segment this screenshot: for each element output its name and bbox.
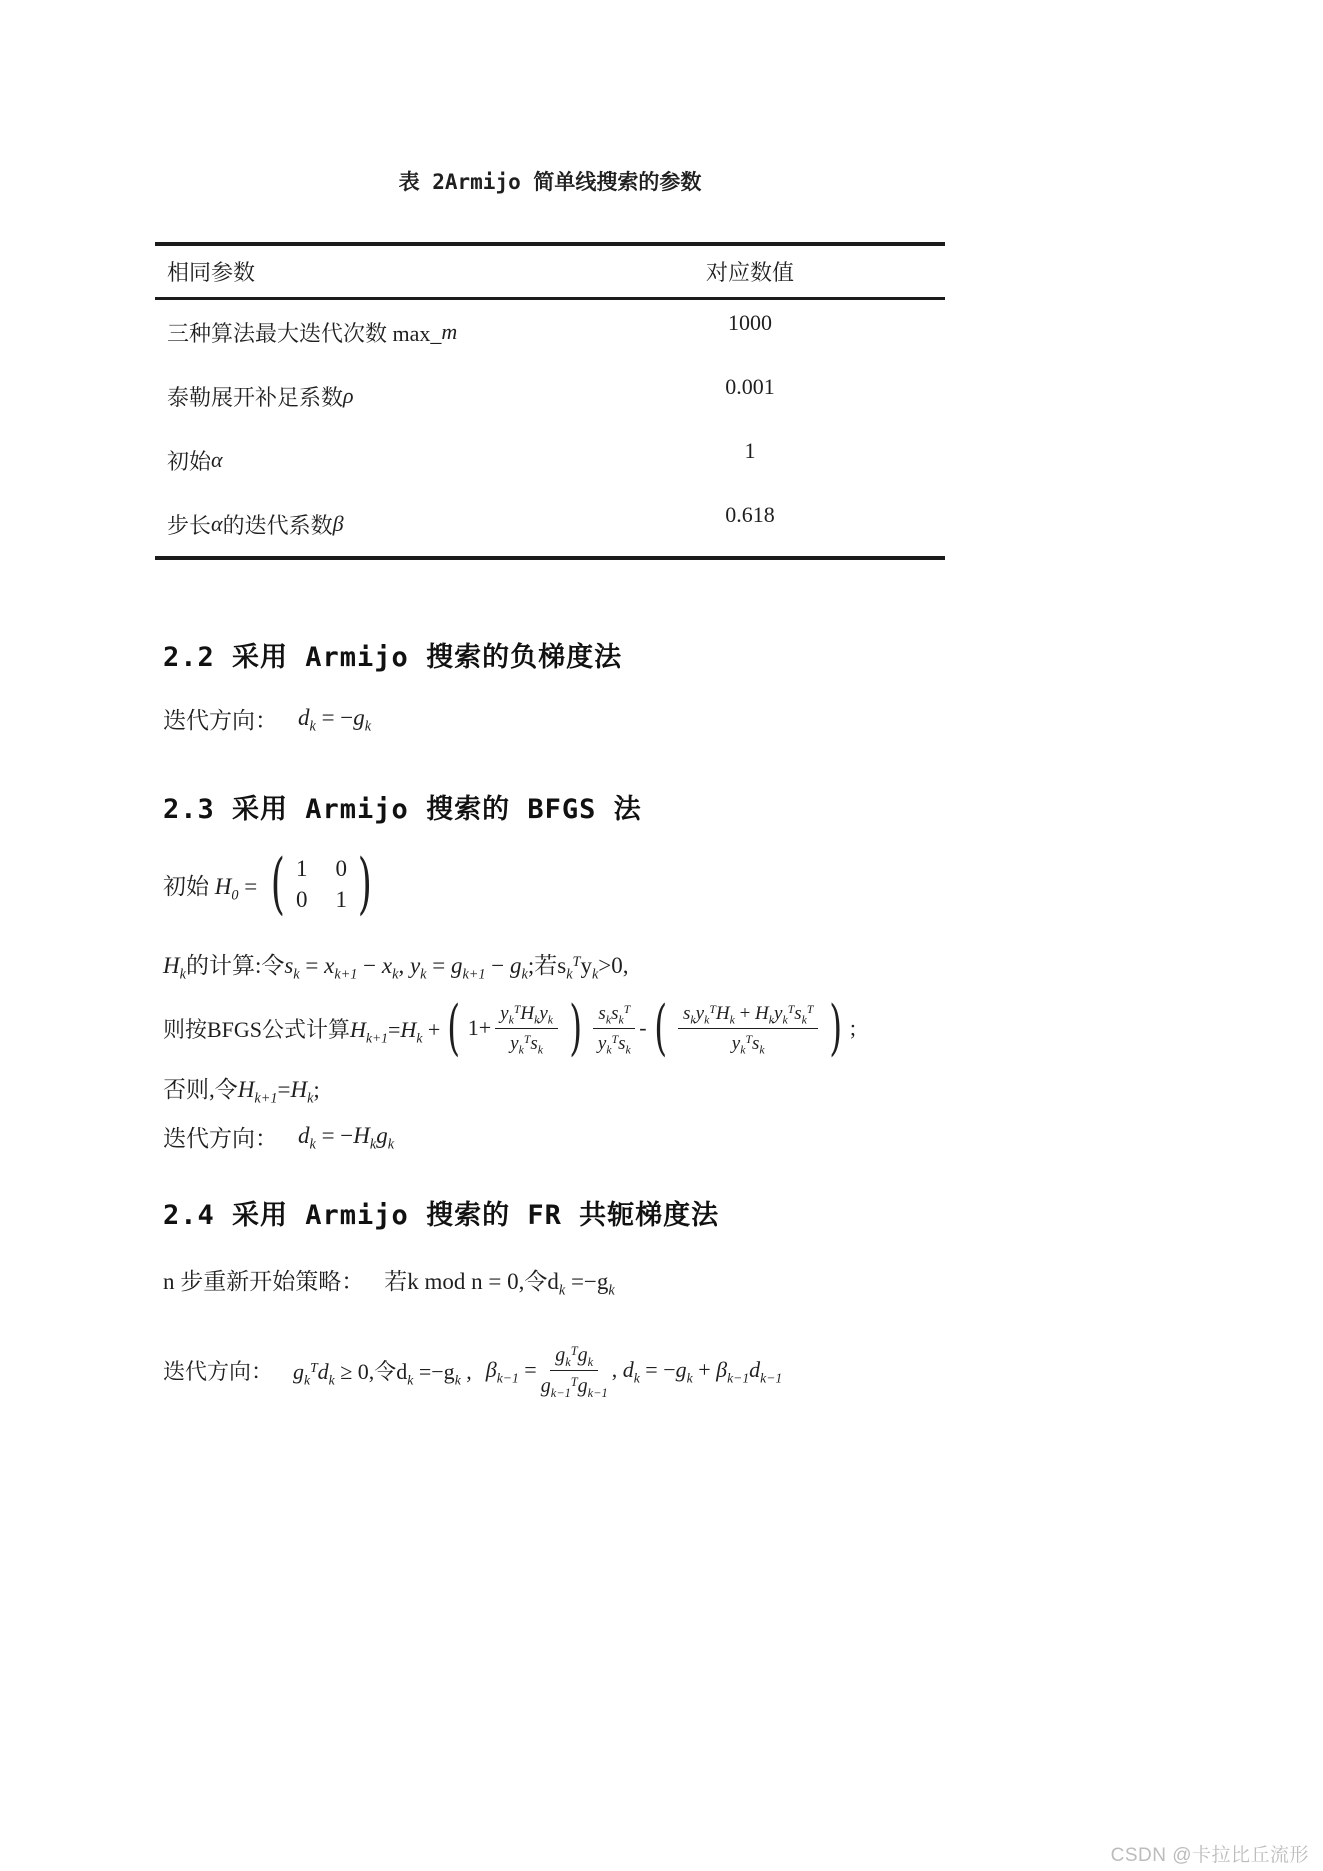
table-caption: 表 2Armijo 简单线搜索的参数 [398,170,702,194]
restart-strategy-line [163,1261,615,1297]
bfgs-semicolon: ; [849,1015,856,1040]
value-cell: 1000 [728,310,772,335]
else-line [163,1070,320,1107]
iteration-direction-line-2-3 [163,1118,394,1154]
bfgs-minus: - [639,1015,647,1040]
param-cell: 泰勒展开补足系数 ρ [167,383,354,410]
direction-label: 迭代方向： [163,1125,278,1151]
value-cell: 0.001 [725,374,775,399]
restart-formula: 若k mod n = 0,令$d_k =-g_k$ [384,1268,615,1299]
column-header-param: 相同参数 [167,260,256,285]
direction-formula: $d_k = -H_kg_k$ [298,1123,395,1153]
else-formula: 否则,令$H_{k+1}=H_k$; [163,1076,320,1107]
table-row [155,300,945,364]
direction-label: 迭代方向： [163,1358,274,1384]
param-cell: 步长 α 的迭代系数 β [167,511,344,538]
h0-label: 初始 $H_0$ = [163,873,258,904]
iteration-direction-line-2-4 [163,1328,782,1412]
bfgs-fraction-2: $\frac{s_ks_k^T}{y_k^Ts_k}$ [593,999,635,1056]
bfgs-prefix: 则按BFGS公式计算$H_{k+1}=H_k$ + [163,1016,441,1045]
matrix-entry: 0 [295,886,308,912]
direction-formula: $d_k = -g_k$ [298,705,372,735]
beta-fraction: $\frac{g_k^Tg_k}{g_{k-1}^Tg_{k-1}}$ [541,1340,608,1400]
left-paren-icon: ( [271,844,286,922]
column-header-value: 对应数值 [705,260,794,285]
value-cell: 1 [744,438,756,463]
beta-lhs: $\beta_{k-1}$ = [485,1357,537,1386]
bfgs-fraction-3: $\frac{s_ky_k^TH_k + H_ky_k^Ts_k^T}{y_k^Ts_k}$ [678,999,818,1056]
initial-h0-line [163,843,378,925]
value-cell: 0.618 [725,502,775,527]
right-paren-icon: ) [357,844,372,922]
fr-direction-formula: , $d_k = -g_k + \beta_{k-1}d_{k-1}$ [611,1357,783,1386]
bfgs-formula-line [163,990,856,1066]
section-heading-2-4: 2.4 采用 Armijo 搜索的 FR 共轭梯度法 [163,1200,720,1231]
param-cell: 初始 α [167,447,223,474]
iteration-direction-line-2-2 [163,700,371,736]
table-row [155,364,945,428]
identity-matrix [265,844,378,922]
section-heading-2-3: 2.3 采用 Armijo 搜索的 BFGS 法 [163,794,642,825]
matrix-entry: 1 [295,855,308,881]
table-row [155,492,945,556]
hk-computation-line [163,945,629,981]
fr-condition-formula: $g_k^Td_k \ge 0$,令$d_k =-g_k$ , [293,1358,472,1387]
restart-label: n 步重新开始策略： [163,1268,365,1294]
section-heading-2-2: 2.2 采用 Armijo 搜索的负梯度法 [163,642,623,673]
direction-label: 迭代方向： [163,707,278,733]
left-paren-icon: ( [447,992,461,1063]
parameters-table [155,242,945,560]
bfgs-one-plus: 1+ [467,1015,492,1040]
right-paren-icon: ) [569,992,583,1063]
right-paren-icon: ) [829,992,843,1063]
table-body [155,300,945,556]
matrix-grid [291,856,352,913]
bfgs-fraction-1: $\frac{y_k^TH_ky_k}{y_k^Ts_k}$ [495,999,558,1056]
table-header-row [155,246,945,300]
matrix-entry: 0 [335,855,347,881]
csdn-watermark: CSDN @卡拉比丘流形 [1110,1845,1309,1866]
param-cell: 三种算法最大迭代次数 max_ m [167,319,458,346]
left-paren-icon: ( [653,992,667,1063]
matrix-entry: 1 [335,886,347,912]
table-row [155,428,945,492]
hk-computation-formula: $H_k$的计算:令$s_k = x_{k+1} - x_k$, $y_k = g_{k+1} - g_k$;若$s_k^Ty_k>0$, [163,952,629,983]
